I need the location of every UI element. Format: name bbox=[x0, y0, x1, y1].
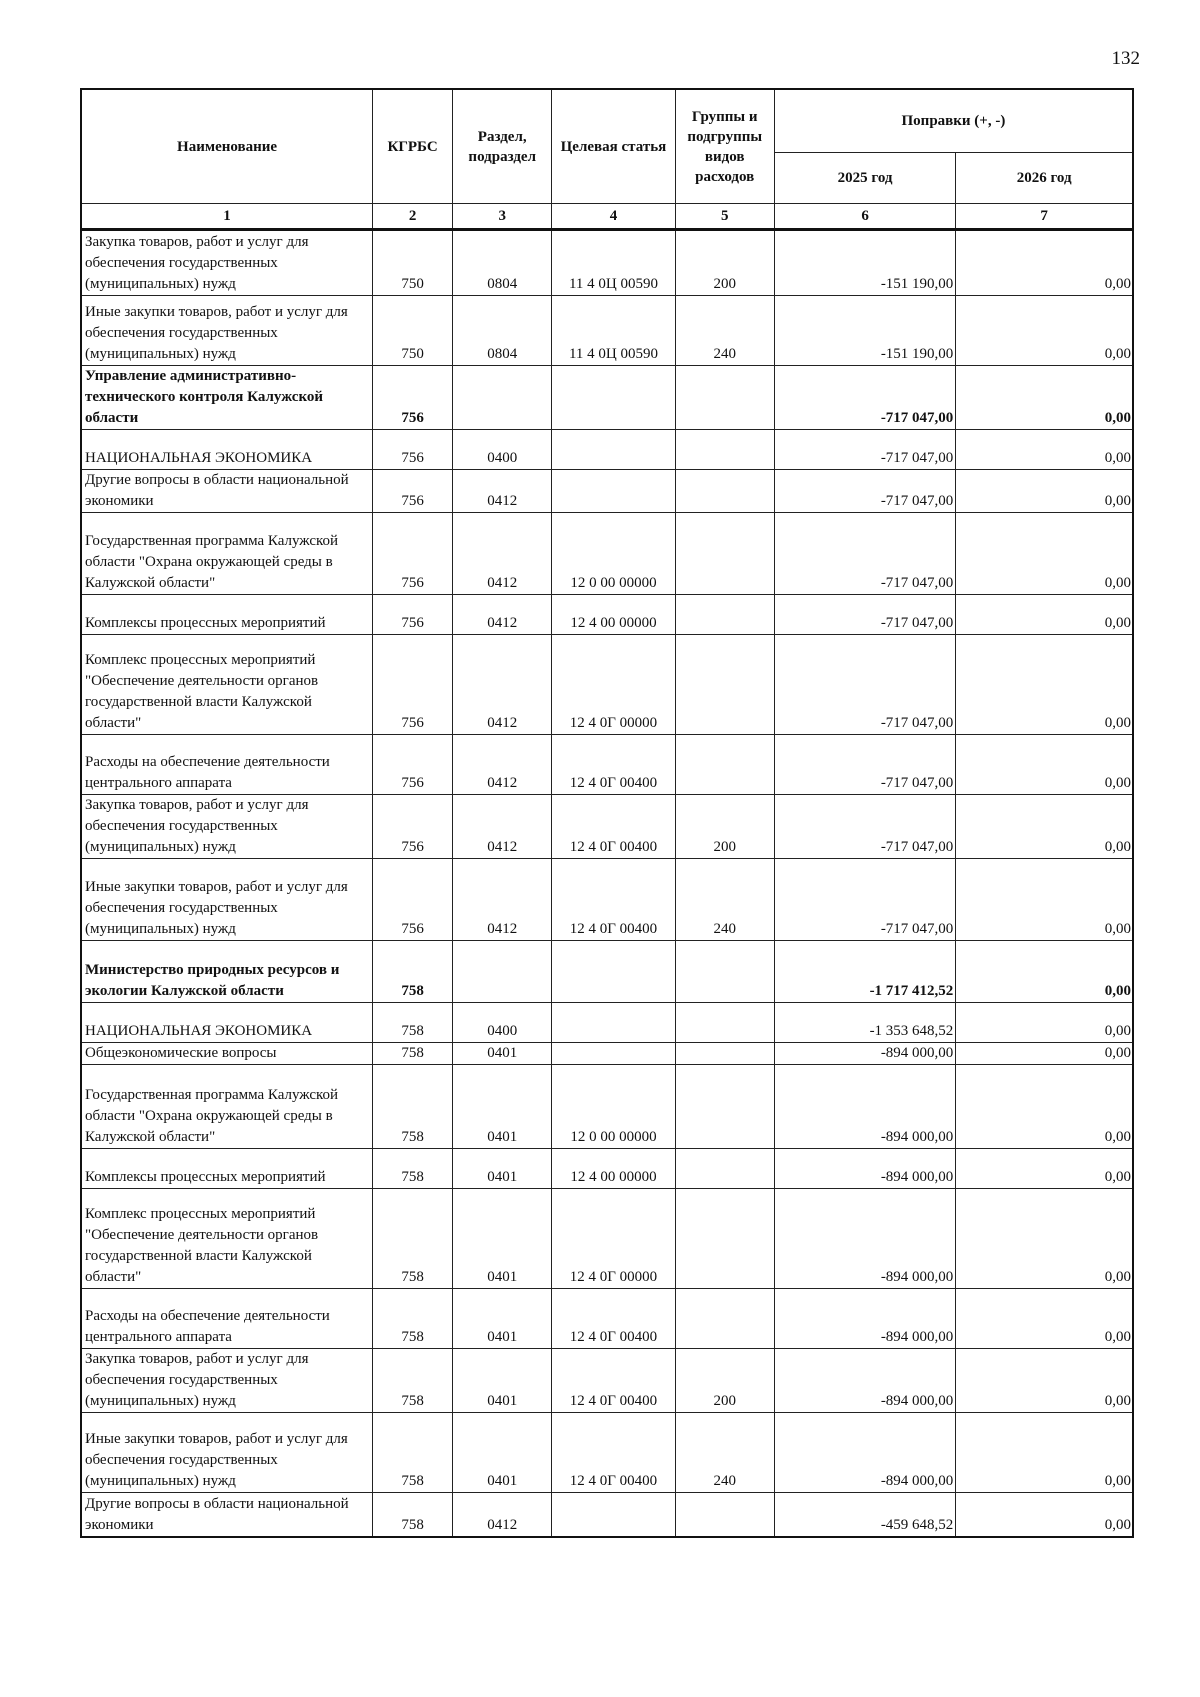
row-amount-2025: -717 047,00 bbox=[774, 859, 955, 941]
row-amount-2026: 0,00 bbox=[956, 1349, 1133, 1413]
row-expense-group bbox=[675, 430, 774, 470]
row-name: Другие вопросы в области национальной экономики bbox=[81, 1493, 373, 1537]
row-name: Комплекс процессных мероприятий "Обеспечение деятельности органов государственной власти Калужской области" bbox=[81, 635, 373, 735]
row-section: 0400 bbox=[453, 430, 552, 470]
row-kgrbs: 750 bbox=[373, 230, 453, 296]
row-section: 0401 bbox=[453, 1149, 552, 1189]
header-year-2026: 2026 год bbox=[956, 153, 1133, 204]
column-number: 3 bbox=[453, 204, 552, 230]
row-amount-2026: 0,00 bbox=[956, 430, 1133, 470]
row-amount-2026: 0,00 bbox=[956, 1043, 1133, 1065]
table-row bbox=[81, 1189, 1133, 1289]
row-expense-group bbox=[675, 1189, 774, 1289]
row-name: Расходы на обеспечение деятельности центрального аппарата bbox=[81, 1289, 373, 1349]
row-amount-2026: 0,00 bbox=[956, 230, 1133, 296]
row-section: 0401 bbox=[453, 1065, 552, 1149]
row-section: 0401 bbox=[453, 1349, 552, 1413]
row-section: 0412 bbox=[453, 735, 552, 795]
row-target-article: 12 4 0Г 00400 bbox=[552, 1349, 675, 1413]
row-section bbox=[453, 366, 552, 430]
row-section: 0804 bbox=[453, 296, 552, 366]
table-row bbox=[81, 941, 1133, 1003]
row-kgrbs: 756 bbox=[373, 470, 453, 513]
row-amount-2025: -894 000,00 bbox=[774, 1189, 955, 1289]
column-number: 6 bbox=[774, 204, 955, 230]
table-row bbox=[81, 795, 1133, 859]
row-name: Комплексы процессных мероприятий bbox=[81, 1149, 373, 1189]
row-section: 0412 bbox=[453, 513, 552, 595]
table-row bbox=[81, 230, 1133, 296]
row-amount-2025: -151 190,00 bbox=[774, 230, 955, 296]
row-target-article bbox=[552, 1493, 675, 1537]
row-target-article bbox=[552, 1003, 675, 1043]
table-row bbox=[81, 1003, 1133, 1043]
row-name: Иные закупки товаров, работ и услуг для обеспечения государственных (муниципальных) нужд bbox=[81, 859, 373, 941]
table-row bbox=[81, 1413, 1133, 1493]
header-year-2025: 2025 год bbox=[774, 153, 955, 204]
row-amount-2025: -1 717 412,52 bbox=[774, 941, 955, 1003]
row-name: Другие вопросы в области национальной экономики bbox=[81, 470, 373, 513]
table-row bbox=[81, 513, 1133, 595]
row-section: 0412 bbox=[453, 470, 552, 513]
row-amount-2025: -894 000,00 bbox=[774, 1065, 955, 1149]
row-expense-group bbox=[675, 595, 774, 635]
table-row bbox=[81, 366, 1133, 430]
row-section: 0804 bbox=[453, 230, 552, 296]
row-amount-2025: -894 000,00 bbox=[774, 1413, 955, 1493]
row-target-article: 11 4 0Ц 00590 bbox=[552, 230, 675, 296]
table-row bbox=[81, 1149, 1133, 1189]
row-amount-2026: 0,00 bbox=[956, 1493, 1133, 1537]
row-amount-2026: 0,00 bbox=[956, 941, 1133, 1003]
row-name: Управление административно-технического контроля Калужской области bbox=[81, 366, 373, 430]
row-kgrbs: 756 bbox=[373, 595, 453, 635]
table-row bbox=[81, 430, 1133, 470]
row-amount-2026: 0,00 bbox=[956, 1289, 1133, 1349]
row-target-article bbox=[552, 1043, 675, 1065]
row-kgrbs: 756 bbox=[373, 635, 453, 735]
row-amount-2025: -717 047,00 bbox=[774, 430, 955, 470]
row-kgrbs: 756 bbox=[373, 859, 453, 941]
row-name: Комплекс процессных мероприятий "Обеспечение деятельности органов государственной власти Калужской области" bbox=[81, 1189, 373, 1289]
row-expense-group bbox=[675, 635, 774, 735]
header-target: Целевая статья bbox=[552, 89, 675, 204]
row-expense-group bbox=[675, 513, 774, 595]
row-section: 0412 bbox=[453, 595, 552, 635]
row-expense-group bbox=[675, 941, 774, 1003]
row-target-article: 12 4 0Г 00000 bbox=[552, 1189, 675, 1289]
row-target-article: 12 0 00 00000 bbox=[552, 513, 675, 595]
budget-amendments-table bbox=[80, 88, 1134, 1538]
row-kgrbs: 756 bbox=[373, 366, 453, 430]
row-kgrbs: 758 bbox=[373, 1065, 453, 1149]
row-section: 0412 bbox=[453, 635, 552, 735]
row-amount-2026: 0,00 bbox=[956, 513, 1133, 595]
row-amount-2025: -717 047,00 bbox=[774, 513, 955, 595]
row-amount-2025: -717 047,00 bbox=[774, 735, 955, 795]
row-amount-2026: 0,00 bbox=[956, 1149, 1133, 1189]
row-target-article: 12 4 00 00000 bbox=[552, 1149, 675, 1189]
row-name: Государственная программа Калужской области "Охрана окружающей среды в Калужской области" bbox=[81, 513, 373, 595]
table-row bbox=[81, 635, 1133, 735]
row-amount-2026: 0,00 bbox=[956, 1189, 1133, 1289]
row-kgrbs: 758 bbox=[373, 1043, 453, 1065]
row-kgrbs: 758 bbox=[373, 1349, 453, 1413]
row-name: Иные закупки товаров, работ и услуг для обеспечения государственных (муниципальных) нужд bbox=[81, 296, 373, 366]
row-amount-2025: -717 047,00 bbox=[774, 595, 955, 635]
row-name: Расходы на обеспечение деятельности центрального аппарата bbox=[81, 735, 373, 795]
table-row bbox=[81, 1043, 1133, 1065]
row-amount-2025: -717 047,00 bbox=[774, 795, 955, 859]
table-row bbox=[81, 1289, 1133, 1349]
row-target-article: 11 4 0Ц 00590 bbox=[552, 296, 675, 366]
row-amount-2026: 0,00 bbox=[956, 595, 1133, 635]
table-row bbox=[81, 859, 1133, 941]
row-amount-2026: 0,00 bbox=[956, 1003, 1133, 1043]
row-amount-2025: -894 000,00 bbox=[774, 1349, 955, 1413]
header-amendments: Поправки (+, -) bbox=[774, 89, 1133, 153]
row-target-article bbox=[552, 366, 675, 430]
row-expense-group: 240 bbox=[675, 859, 774, 941]
row-expense-group: 200 bbox=[675, 230, 774, 296]
row-section: 0412 bbox=[453, 859, 552, 941]
row-section: 0400 bbox=[453, 1003, 552, 1043]
row-name: НАЦИОНАЛЬНАЯ ЭКОНОМИКА bbox=[81, 430, 373, 470]
row-target-article: 12 4 00 00000 bbox=[552, 595, 675, 635]
row-target-article: 12 0 00 00000 bbox=[552, 1065, 675, 1149]
row-amount-2026: 0,00 bbox=[956, 1065, 1133, 1149]
row-target-article bbox=[552, 941, 675, 1003]
row-name: Закупка товаров, работ и услуг для обеспечения государственных (муниципальных) нужд bbox=[81, 795, 373, 859]
row-kgrbs: 756 bbox=[373, 795, 453, 859]
row-kgrbs: 756 bbox=[373, 430, 453, 470]
row-expense-group bbox=[675, 1043, 774, 1065]
row-amount-2026: 0,00 bbox=[956, 470, 1133, 513]
row-target-article: 12 4 0Г 00400 bbox=[552, 1413, 675, 1493]
table-row bbox=[81, 1065, 1133, 1149]
column-number: 1 bbox=[81, 204, 373, 230]
row-expense-group: 200 bbox=[675, 1349, 774, 1413]
row-amount-2026: 0,00 bbox=[956, 1413, 1133, 1493]
row-name: Иные закупки товаров, работ и услуг для обеспечения государственных (муниципальных) нужд bbox=[81, 1413, 373, 1493]
row-amount-2025: -894 000,00 bbox=[774, 1149, 955, 1189]
row-expense-group bbox=[675, 735, 774, 795]
header-kgrbs: КГРБС bbox=[373, 89, 453, 204]
row-section: 0401 bbox=[453, 1289, 552, 1349]
table-body bbox=[81, 230, 1133, 1537]
table-row bbox=[81, 296, 1133, 366]
column-number: 2 bbox=[373, 204, 453, 230]
row-kgrbs: 758 bbox=[373, 1289, 453, 1349]
row-expense-group bbox=[675, 1065, 774, 1149]
row-section: 0412 bbox=[453, 795, 552, 859]
header-name: Наименование bbox=[81, 89, 373, 204]
row-expense-group: 240 bbox=[675, 296, 774, 366]
table-row bbox=[81, 1493, 1133, 1537]
column-number: 7 bbox=[956, 204, 1133, 230]
row-amount-2026: 0,00 bbox=[956, 635, 1133, 735]
row-amount-2025: -894 000,00 bbox=[774, 1043, 955, 1065]
row-kgrbs: 758 bbox=[373, 1149, 453, 1189]
row-name: НАЦИОНАЛЬНАЯ ЭКОНОМИКА bbox=[81, 1003, 373, 1043]
row-kgrbs: 756 bbox=[373, 735, 453, 795]
page-number: 132 bbox=[1111, 48, 1140, 69]
row-target-article: 12 4 0Г 00000 bbox=[552, 635, 675, 735]
table-row bbox=[81, 1349, 1133, 1413]
row-name: Закупка товаров, работ и услуг для обеспечения государственных (муниципальных) нужд bbox=[81, 1349, 373, 1413]
row-kgrbs: 758 bbox=[373, 1493, 453, 1537]
column-number: 4 bbox=[552, 204, 675, 230]
row-kgrbs: 758 bbox=[373, 941, 453, 1003]
row-amount-2026: 0,00 bbox=[956, 795, 1133, 859]
row-expense-group: 200 bbox=[675, 795, 774, 859]
row-kgrbs: 758 bbox=[373, 1413, 453, 1493]
row-amount-2025: -717 047,00 bbox=[774, 366, 955, 430]
table-row bbox=[81, 595, 1133, 635]
column-number: 5 bbox=[675, 204, 774, 230]
row-name: Министерство природных ресурсов и экологии Калужской области bbox=[81, 941, 373, 1003]
header-section: Раздел, подраздел bbox=[453, 89, 552, 204]
row-section: 0401 bbox=[453, 1413, 552, 1493]
row-section bbox=[453, 941, 552, 1003]
row-target-article: 12 4 0Г 00400 bbox=[552, 735, 675, 795]
row-amount-2025: -717 047,00 bbox=[774, 635, 955, 735]
row-expense-group bbox=[675, 1003, 774, 1043]
row-section: 0401 bbox=[453, 1043, 552, 1065]
row-amount-2026: 0,00 bbox=[956, 296, 1133, 366]
row-expense-group bbox=[675, 1493, 774, 1537]
row-amount-2025: -1 353 648,52 bbox=[774, 1003, 955, 1043]
row-expense-group bbox=[675, 470, 774, 513]
row-kgrbs: 758 bbox=[373, 1003, 453, 1043]
row-section: 0401 bbox=[453, 1189, 552, 1289]
row-name: Закупка товаров, работ и услуг для обеспечения государственных (муниципальных) нужд bbox=[81, 230, 373, 296]
row-target-article bbox=[552, 470, 675, 513]
table-row bbox=[81, 470, 1133, 513]
row-target-article: 12 4 0Г 00400 bbox=[552, 1289, 675, 1349]
row-expense-group: 240 bbox=[675, 1413, 774, 1493]
row-expense-group bbox=[675, 1289, 774, 1349]
row-target-article bbox=[552, 430, 675, 470]
header-groups: Группы и подгруппы видов расходов bbox=[675, 89, 774, 204]
row-kgrbs: 758 bbox=[373, 1189, 453, 1289]
row-kgrbs: 756 bbox=[373, 513, 453, 595]
row-amount-2025: -717 047,00 bbox=[774, 470, 955, 513]
row-expense-group bbox=[675, 366, 774, 430]
table-row bbox=[81, 735, 1133, 795]
row-expense-group bbox=[675, 1149, 774, 1189]
row-name: Общеэкономические вопросы bbox=[81, 1043, 373, 1065]
row-amount-2025: -459 648,52 bbox=[774, 1493, 955, 1537]
row-section: 0412 bbox=[453, 1493, 552, 1537]
row-amount-2025: -894 000,00 bbox=[774, 1289, 955, 1349]
row-kgrbs: 750 bbox=[373, 296, 453, 366]
row-target-article: 12 4 0Г 00400 bbox=[552, 795, 675, 859]
row-name: Комплексы процессных мероприятий bbox=[81, 595, 373, 635]
row-amount-2026: 0,00 bbox=[956, 366, 1133, 430]
row-amount-2026: 0,00 bbox=[956, 859, 1133, 941]
row-amount-2025: -151 190,00 bbox=[774, 296, 955, 366]
row-target-article: 12 4 0Г 00400 bbox=[552, 859, 675, 941]
row-name: Государственная программа Калужской области "Охрана окружающей среды в Калужской области" bbox=[81, 1065, 373, 1149]
row-amount-2026: 0,00 bbox=[956, 735, 1133, 795]
